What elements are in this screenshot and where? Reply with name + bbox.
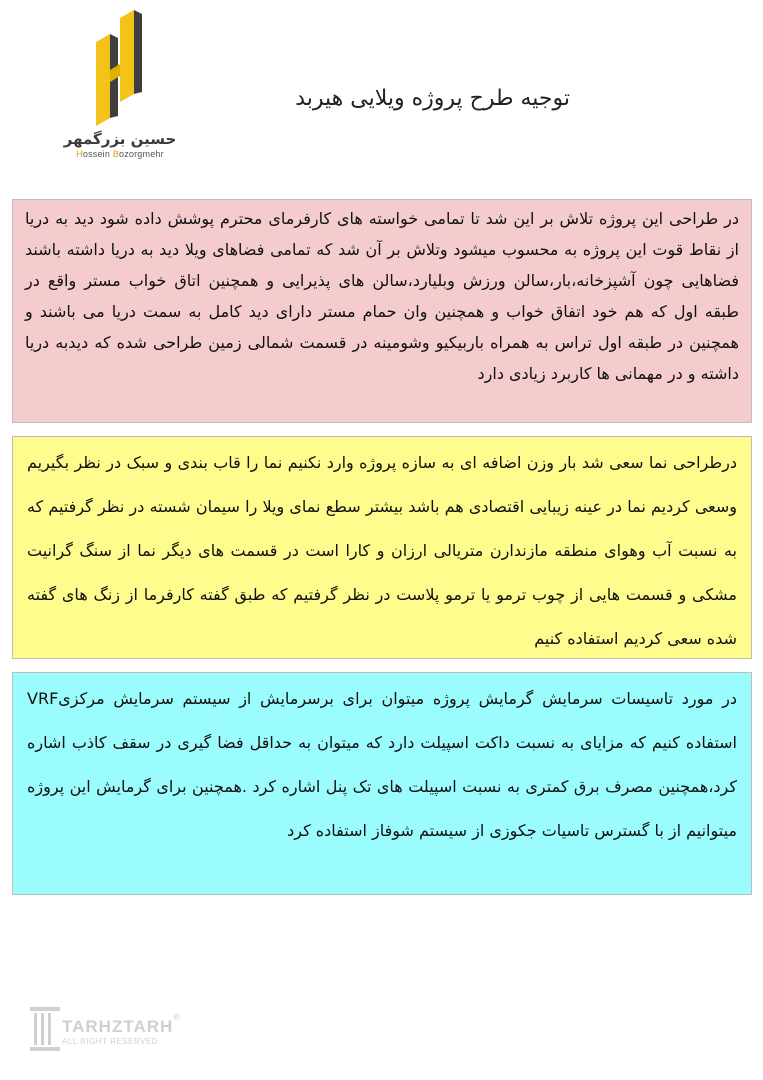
- section-design-text: در طراحی این پروژه تلاش بر این شد تا تمامی خواسته های کارفرمای محترم پوشش داده شود دید به دریا از نقاط قوت این پروژه به محسوب میشود وتلاش بر آن شد که تمامی فضاهای ویلا دید به دریا داشته باشند فضاهایی چون آشپزخانه،بار،سالن ورزش وبلیارد،سالن های پذیرایی و همچنین اتاق خواب مستر واقع در طبقه اول که هم خود اتفاق خواب و همچنین وان حمام مستر دارای دید کامل به سمت دریا می باشند و همچنین در طبقه اول تراس به همراه باربیکیو وشومینه در قسمت شمالی زمین طراحی شده که دیدبه دریا داشته و در مهمانی ها کاربرد زیادی دارد: [25, 209, 739, 383]
- watermark-column-icon: [30, 1007, 60, 1051]
- watermark-registered: ®: [172, 1013, 181, 1023]
- logo-name-persian: حسین بزرگمهر: [63, 130, 177, 148]
- section-facade-text: درطراحی نما سعی شد بار وزن اضافه ای به سازه پروژه وارد نکنیم نما را قاب بندی و سبک در نظر بگیریم وسعی کردیم نما در عینه زیبایی اقتصادی هم باشد بیشتر سطع نمای ویلا را سیمان شسته در نظر گرفتیم که به نسبت آب وهوای منطقه مازندارن متریالی ارزان و کارا است در قسمت های دیگر نما از سنگ گرانیت مشکی و قسمت هایی از چوب ترمو یا ترمو پلاست در نظر گرفتیم که طبق گفته کارفرما از زنگ های گفته شده سعی کردیم استفاده کنیم: [27, 453, 737, 648]
- section-hvac-text: در مورد تاسیسات سرمایش گرمایش پروژه میتوان برای برسرمایش از سیستم سرمایش مرکزیVRF استفاده کنیم که مزایای به نسبت داکت اسپیلت دارد که میتوان به حداقل فضا گیری در سقف کاذب اشاره کرد،همچنین مصرف برق کمتری به نسبت اسپیلت های تک پنل اشاره کرد .همچنین برای گرمایش این پروژه میتوانیم از با گسترس تاسیات جکوزی از سیستم شوفاز استفاده کرد: [27, 689, 737, 840]
- page-title: توجیه طرح پروژه ویلایی هیربد: [295, 86, 570, 111]
- logo-initial-h: H: [76, 149, 83, 159]
- logo: [60, 6, 180, 166]
- watermark-brand: TARHZTARH: [62, 1017, 174, 1036]
- logo-first-name-rest: ossein: [82, 149, 113, 159]
- section-design-box: [12, 199, 752, 423]
- watermark: [30, 1003, 190, 1058]
- logo-name-english: [60, 149, 180, 159]
- logo-initial-b: B: [112, 149, 119, 159]
- section-hvac-box: [12, 672, 752, 895]
- hossein-bozorgmehr-logo-mark: [84, 6, 156, 131]
- watermark-rights: ALL RIGHT RESERVED: [62, 1037, 158, 1046]
- logo-last-name-rest: ozorgmehr: [119, 149, 164, 159]
- section-facade-box: [12, 436, 752, 659]
